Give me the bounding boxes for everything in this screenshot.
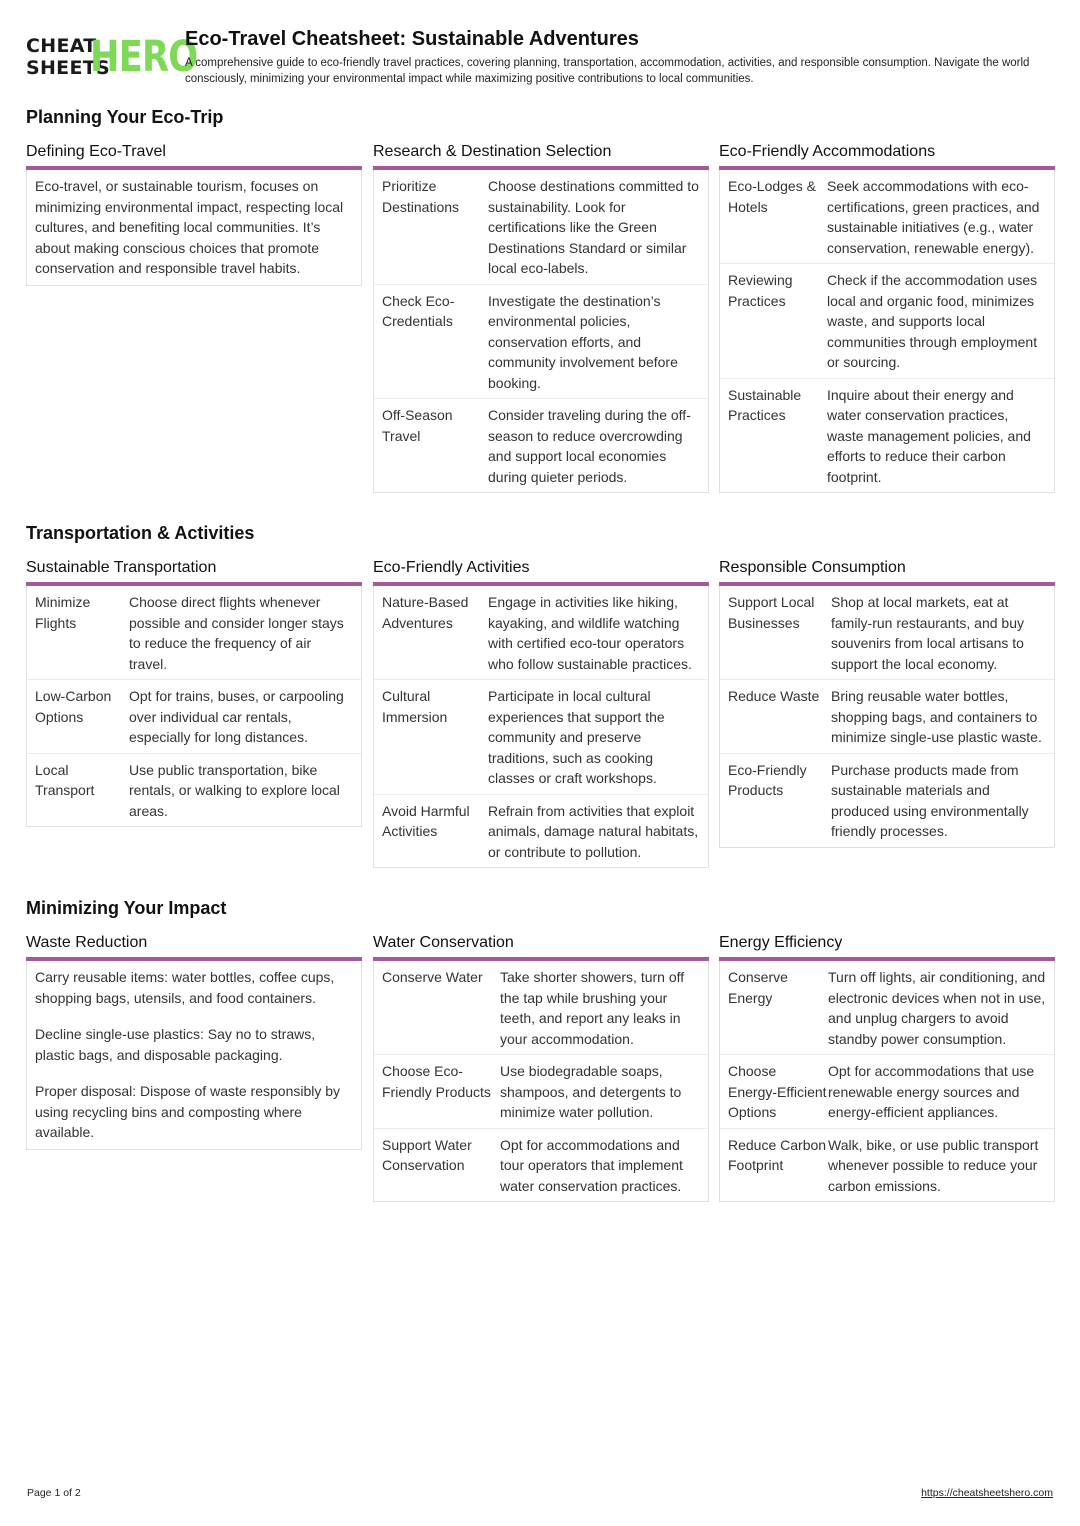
row-key: Low-Carbon Options xyxy=(35,688,112,725)
card-sustainable-transportation xyxy=(26,558,362,827)
row-key: Support Local Businesses xyxy=(728,594,815,631)
row-value: Investigate the destination’s environmental policies, conservation efforts, and community involvement before booking. xyxy=(488,292,678,391)
card-title: Eco-Friendly Accommodations xyxy=(719,143,936,160)
page-title: Eco-Travel Cheatsheet: Sustainable Adventures xyxy=(185,28,639,50)
paragraph-list xyxy=(27,961,361,1149)
table-row xyxy=(374,170,708,285)
row-value: Opt for trains, buses, or carpooling over individual car rentals, especially for long distances. xyxy=(129,688,344,745)
card-paragraph: Eco-travel, or sustainable tourism, focuses on minimizing environmental impact, respecting local cultures, and benefiting local communities. It’s about making conscious choices that promote conservation and responsible travel habits. xyxy=(35,178,344,276)
row-key: Sustainable Practices xyxy=(728,386,802,423)
card-title: Sustainable Transportation xyxy=(26,559,217,576)
table-row xyxy=(374,961,708,1055)
row-value: Shop at local markets, eat at family-run restaurants, and buy souvenirs from local artisans to support the local economy. xyxy=(831,594,1024,672)
row-key: Eco-Friendly Products xyxy=(728,761,807,798)
row-key: Off-Season Travel xyxy=(382,407,453,444)
section-title-transportation: Transportation & Activities xyxy=(26,523,255,543)
section-title-minimizing: Minimizing Your Impact xyxy=(26,898,227,918)
logo-cheat: CHEAT xyxy=(26,35,97,57)
card-title: Eco-Friendly Activities xyxy=(373,559,530,576)
row-value: Choose destinations committed to sustainability. Look for certifications like the Green Destinations Standard or similar local eco-labels. xyxy=(488,178,699,276)
table-row xyxy=(27,680,361,754)
card-responsible-consumption xyxy=(719,558,1055,848)
row-value: Participate in local cultural experiences that support the community and preserve traditions, such as cooking classes or craft workshops. xyxy=(488,688,665,786)
row-key: Nature-Based Adventures xyxy=(382,594,469,631)
row-value: Use biodegradable soaps, shampoos, and detergents to minimize water pollution. xyxy=(500,1063,682,1120)
footer-link[interactable]: https://cheatsheetshero.com xyxy=(921,1487,1053,1499)
logo-hero: HERO xyxy=(90,32,198,82)
table-row xyxy=(720,961,1054,1055)
row-value: Walk, bike, or use public transport whenever possible to reduce your carbon emissions. xyxy=(828,1136,1039,1194)
logo-sheets: SHEETS xyxy=(26,57,110,79)
row-value: Take shorter showers, turn off the tap while brushing your teeth, and report any leaks in your accommodation. xyxy=(500,969,685,1047)
page-header xyxy=(26,28,1056,92)
row-value: Purchase products made from sustainable materials and produced using environmentally friendly processes. xyxy=(831,761,1029,839)
table-row xyxy=(720,1129,1054,1202)
table-row xyxy=(374,285,708,400)
card-energy-efficiency xyxy=(719,933,1055,1202)
table-row xyxy=(374,586,708,680)
row-key: Eco-Lodges & Hotels xyxy=(728,178,816,215)
row-value: Opt for accommodations that use renewable energy sources and energy-efficient appliances. xyxy=(828,1063,1035,1120)
card-eco-activities xyxy=(373,558,709,868)
table-row xyxy=(374,680,708,795)
table-row xyxy=(27,586,361,680)
row-key: Reduce Waste xyxy=(728,688,820,704)
card-title: Research & Destination Selection xyxy=(373,143,612,160)
row-key: Conserve Water xyxy=(382,969,483,985)
table-row xyxy=(720,680,1054,754)
page-description: A comprehensive guide to eco-friendly travel practices, covering planning, transportation, accommodation, activities, and responsible consumption. Navigate the world consciously, minimizing your environmental impact while maximizing positive contributions to local communities. xyxy=(185,57,1030,85)
table-row xyxy=(374,795,708,868)
card-title: Water Conservation xyxy=(373,934,514,951)
table-row xyxy=(27,754,361,827)
card-title: Defining Eco-Travel xyxy=(26,143,166,160)
row-value: Check if the accommodation uses local and organic food, minimizes waste, and supports local communities through employment or sourcing. xyxy=(827,272,1038,370)
row-key: Check Eco-Credentials xyxy=(382,292,455,329)
card-waste-reduction xyxy=(26,933,362,1150)
list-item: Proper disposal: Dispose of waste responsibly by using recycling bins and composting where available. xyxy=(35,1083,341,1140)
row-key: Choose Energy-Efficient Options xyxy=(728,1063,827,1120)
row-key: Cultural Immersion xyxy=(382,688,448,725)
row-value: Opt for accommodations and tour operators that implement water conservation practices. xyxy=(500,1136,683,1194)
table-row xyxy=(720,264,1054,379)
table-row xyxy=(720,586,1054,680)
card-title: Energy Efficiency xyxy=(719,934,843,951)
card-defining-eco-travel xyxy=(26,142,362,286)
row-value: Seek accommodations with eco-certifications, green practices, and sustainable initiatives (e.g., water conservation, renewable energy). xyxy=(827,178,1040,256)
row-key: Choose Eco-Friendly Products xyxy=(382,1063,491,1100)
row-key: Reduce Carbon Footprint xyxy=(728,1136,827,1173)
table-row xyxy=(374,1055,708,1129)
table-row xyxy=(720,754,1054,847)
card-title: Responsible Consumption xyxy=(719,559,906,576)
row-value: Refrain from activities that exploit animals, damage natural habitats, or contribute to pollution. xyxy=(488,802,699,860)
row-value: Bring reusable water bottles, shopping bags, and containers to minimize single-use plastic waste. xyxy=(831,688,1042,745)
table-row xyxy=(720,170,1054,264)
card-research-destination xyxy=(373,142,709,493)
row-key: Minimize Flights xyxy=(35,594,91,631)
row-key: Prioritize Destinations xyxy=(382,178,460,215)
card-eco-accommodations xyxy=(719,142,1055,493)
row-value: Inquire about their energy and water conservation practices, waste management policies, and efforts to reduce their carbon footprint. xyxy=(827,386,1031,485)
row-key: Support Water Conservation xyxy=(382,1136,472,1173)
row-value: Use public transportation, bike rentals, or walking to explore local areas. xyxy=(129,761,340,819)
page-number: Page 1 of 2 xyxy=(27,1487,81,1499)
row-key: Local Transport xyxy=(35,761,95,798)
row-value: Engage in activities like hiking, kayaking, and wildlife watching with certified eco-tour operators who follow sustainable practices. xyxy=(488,594,692,672)
row-key: Conserve Energy xyxy=(728,969,788,1006)
card-water-conservation xyxy=(373,933,709,1202)
row-key: Avoid Harmful Activities xyxy=(382,802,470,839)
table-row xyxy=(374,399,708,492)
card-title: Waste Reduction xyxy=(26,934,148,951)
row-value: Choose direct flights whenever possible and consider longer stays to reduce the frequency of air travel. xyxy=(129,594,344,672)
section-title-planning: Planning Your Eco-Trip xyxy=(26,107,224,127)
list-item: Carry reusable items: water bottles, coffee cups, shopping bags, utensils, and food containers. xyxy=(35,969,335,1006)
table-row xyxy=(720,379,1054,493)
table-row xyxy=(720,1055,1054,1129)
row-value: Turn off lights, air conditioning, and electronic devices when not in use, and unplug chargers to avoid standby power consumption. xyxy=(828,969,1046,1047)
cheatsheets-hero-logo[interactable] xyxy=(26,32,198,82)
row-value: Consider traveling during the off-season to reduce overcrowding and support local economies during quieter periods. xyxy=(488,407,691,485)
list-item: Decline single-use plastics: Say no to straws, plastic bags, and disposable packaging. xyxy=(35,1026,316,1063)
row-key: Reviewing Practices xyxy=(728,272,793,309)
table-row xyxy=(374,1129,708,1202)
